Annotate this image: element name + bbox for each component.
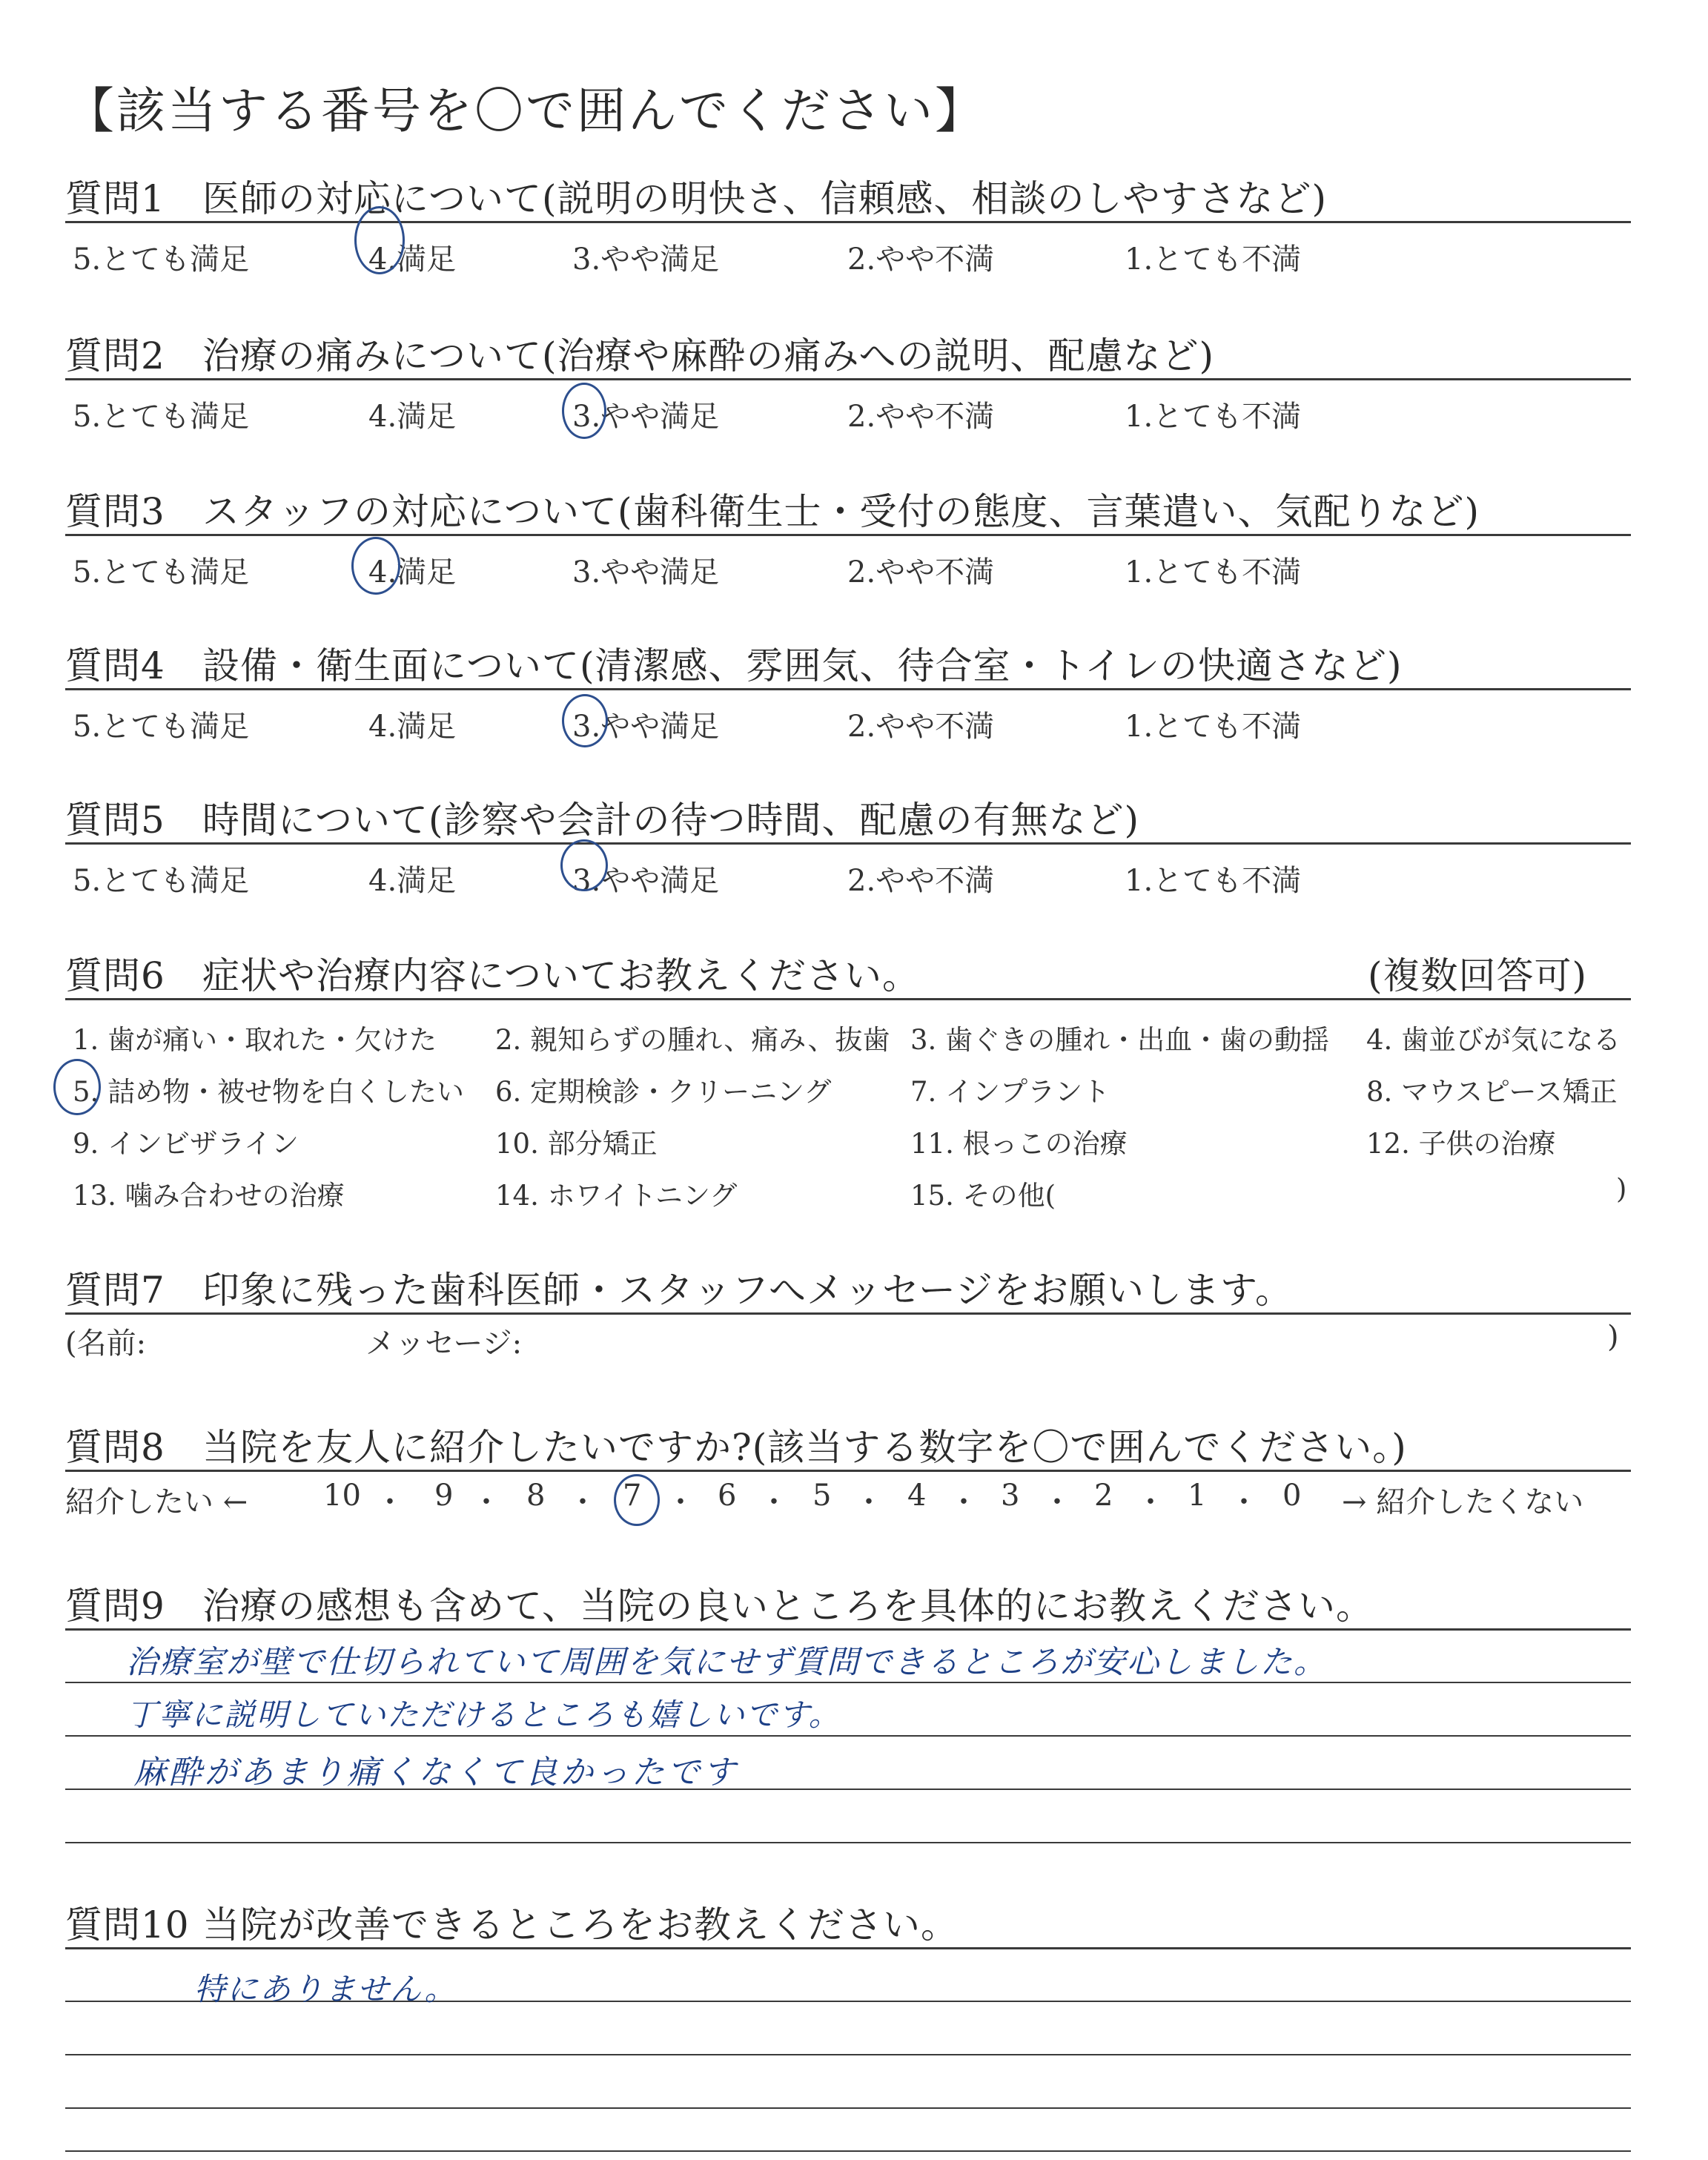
q3-option-1[interactable]: 1.とても不満	[1125, 555, 1302, 589]
q6-option-1[interactable]: 1. 歯が痛い・取れた・欠けた	[73, 1024, 437, 1056]
question-text: スタッフの対応について(歯科衛生士・受付の態度、言葉遣い、気配りなど)	[202, 490, 1480, 533]
question-10	[65, 1895, 959, 1949]
question-text: 治療の感想も含めて、当院の良いところを具体的にお教えください。	[202, 1585, 1374, 1628]
question-text: 当院が改善できるところをお教えください。	[202, 1903, 959, 1946]
answer-line	[65, 1735, 1631, 1737]
divider	[65, 534, 1631, 536]
q6-option-14[interactable]: 14. ホワイトニング	[495, 1180, 738, 1212]
name-label: (名前:	[65, 1327, 147, 1361]
q9-answer-line-2: 丁寧に説明していただけるところも嬉しいです。	[126, 1697, 841, 1733]
scale-dot: ・	[568, 1485, 598, 1519]
question-4	[65, 636, 1403, 690]
q3-option-5[interactable]: 5.とても満足	[73, 555, 250, 589]
question-9	[65, 1576, 1374, 1630]
question-number: 質問5	[65, 799, 165, 842]
q2-option-2[interactable]: 2.やや不満	[847, 400, 995, 434]
q6-option-13[interactable]: 13. 噛み合わせの治療	[73, 1180, 345, 1212]
q2-option-4[interactable]: 4.満足	[368, 400, 457, 434]
question-text: 時間について(診察や会計の待つ時間、配慮の有無など)	[202, 799, 1140, 842]
q5-option-3[interactable]: 3.やや満足	[572, 864, 720, 898]
q1-option-3[interactable]: 3.やや満足	[572, 242, 720, 277]
question-7	[65, 1261, 1293, 1314]
q3-option-4[interactable]: 4.満足	[368, 555, 457, 589]
answer-line	[65, 2107, 1631, 2109]
q1-option-5[interactable]: 5.とても満足	[73, 242, 250, 277]
q5-option-4[interactable]: 4.満足	[368, 864, 457, 898]
other-close-paren: )	[1616, 1173, 1627, 1205]
question-number: 質問6	[65, 954, 165, 997]
question-text: 医師の対応について(説明の明快さ、信頼感、相談のしやすさなど)	[202, 177, 1328, 220]
q2-option-1[interactable]: 1.とても不満	[1125, 400, 1302, 434]
scale-dot: ・	[375, 1485, 405, 1519]
question-number: 質問8	[65, 1426, 165, 1469]
q6-option-7[interactable]: 7. インプラント	[910, 1076, 1110, 1108]
divider	[65, 1312, 1631, 1315]
divider	[65, 842, 1631, 845]
q5-option-1[interactable]: 1.とても不満	[1125, 864, 1302, 898]
question-number: 質問2	[65, 334, 165, 377]
selection-circle-q1	[354, 206, 405, 274]
answer-line	[65, 2054, 1631, 2055]
q1-option-4[interactable]: 4.満足	[368, 242, 457, 277]
recommend-scale	[65, 1479, 1631, 1523]
q3-option-3[interactable]: 3.やや満足	[572, 555, 720, 589]
q4-options	[0, 703, 1708, 747]
question-number: 質問4	[65, 644, 165, 687]
selection-circle-q5	[560, 839, 608, 891]
question-8	[65, 1418, 1407, 1471]
scale-10[interactable]: 10	[323, 1479, 361, 1513]
message-label: メッセージ:	[365, 1327, 523, 1361]
scale-2[interactable]: 2	[1094, 1479, 1113, 1513]
q3-option-2[interactable]: 2.やや不満	[847, 555, 995, 589]
scale-dot: ・	[471, 1485, 501, 1519]
q5-option-2[interactable]: 2.やや不満	[847, 864, 995, 898]
divider	[65, 1470, 1631, 1472]
scale-4[interactable]: 4	[907, 1479, 927, 1513]
q4-option-4[interactable]: 4.満足	[368, 710, 457, 744]
close-paren: )	[1607, 1320, 1619, 1354]
question-3	[65, 482, 1480, 535]
q7-fields	[65, 1320, 1631, 1364]
q5-option-5[interactable]: 5.とても満足	[73, 864, 250, 898]
scale-6[interactable]: 6	[718, 1479, 737, 1513]
question-6	[65, 946, 920, 1000]
scale-dot: ・	[1229, 1485, 1259, 1519]
page-title: 【該当する番号を〇で囲んでください】	[65, 82, 986, 139]
divider	[65, 688, 1631, 690]
divider	[65, 1628, 1631, 1631]
q10-answer-line-1: 特にありません。	[194, 1971, 457, 2007]
selection-circle-q6	[53, 1059, 101, 1115]
q6-option-12[interactable]: 12. 子供の治療	[1366, 1128, 1556, 1160]
scale-7[interactable]: 7	[623, 1479, 642, 1513]
scale-5[interactable]: 5	[812, 1479, 832, 1513]
q1-option-1[interactable]: 1.とても不満	[1125, 242, 1302, 277]
scale-dot: ・	[1136, 1485, 1165, 1519]
q9-answer-line-1: 治療室が壁で仕切られていて周囲を気にせず質問できるところが安心しました。	[126, 1644, 1327, 1681]
question-5	[65, 790, 1139, 844]
q6-option-9[interactable]: 9. インビザライン	[73, 1128, 299, 1160]
multiple-answer-note: (複数回答可)	[1368, 954, 1588, 997]
q2-option-3[interactable]: 3.やや満足	[572, 400, 720, 434]
divider	[65, 221, 1631, 223]
scale-dot: ・	[666, 1485, 695, 1519]
selection-circle-q4	[562, 694, 608, 747]
q2-options	[0, 393, 1708, 437]
answer-line	[65, 2150, 1631, 2152]
scale-3[interactable]: 3	[1001, 1479, 1020, 1513]
question-number: 質問3	[65, 490, 165, 533]
question-text: 当院を友人に紹介したいですか?(該当する数字を〇で囲んでください。)	[202, 1426, 1407, 1469]
question-text: 印象に残った歯科医師・スタッフへメッセージをお願いします。	[202, 1269, 1293, 1312]
scale-dot: ・	[949, 1485, 979, 1519]
question-2	[65, 326, 1214, 380]
q4-option-1[interactable]: 1.とても不満	[1125, 710, 1302, 744]
question-text: 治療の痛みについて(治療や麻酔の痛みへの説明、配慮など)	[202, 334, 1215, 377]
q6-option-10[interactable]: 10. 部分矯正	[495, 1128, 658, 1160]
q6-option-3[interactable]: 3. 歯ぐきの腫れ・出血・歯の動揺	[910, 1024, 1330, 1056]
question-text: 設備・衛生面について(清潔感、雰囲気、待合室・トイレの快適さなど)	[202, 644, 1403, 687]
q4-option-3[interactable]: 3.やや満足	[572, 710, 720, 744]
question-number: 質問10	[65, 1903, 190, 1946]
scale-8[interactable]: 8	[526, 1479, 546, 1513]
scale-dot: ・	[1042, 1485, 1072, 1519]
q6-option-5[interactable]: 5. 詰め物・被せ物を白くしたい	[73, 1076, 465, 1108]
divider	[65, 1947, 1631, 1949]
question-number: 質問7	[65, 1269, 165, 1312]
q1-option-2[interactable]: 2.やや不満	[847, 242, 995, 277]
answer-line	[65, 1842, 1631, 1843]
q6-option-15[interactable]: 15. その他(	[910, 1180, 1056, 1212]
q4-option-2[interactable]: 2.やや不満	[847, 710, 995, 744]
scale-right-label: → 紹介したくない	[1342, 1485, 1584, 1519]
scale-9[interactable]: 9	[434, 1479, 454, 1513]
q1-options	[0, 236, 1708, 280]
q4-option-5[interactable]: 5.とても満足	[73, 710, 250, 744]
scale-dot: ・	[759, 1485, 789, 1519]
question-text: 症状や治療内容についてお教えください。	[202, 954, 920, 997]
q6-option-6[interactable]: 6. 定期検診・クリーニング	[495, 1076, 832, 1108]
question-number: 質問1	[65, 177, 165, 220]
scale-dot: ・	[854, 1485, 884, 1519]
question-1	[65, 169, 1327, 222]
selection-circle-q3	[351, 537, 400, 595]
q9-answer-line-3: 麻酔があまり痛くなくて良かったです	[133, 1754, 738, 1791]
selection-circle-q8	[614, 1474, 660, 1526]
q6-option-8[interactable]: 8. マウスピース矯正	[1366, 1076, 1618, 1108]
divider	[65, 998, 1631, 1000]
q5-options	[0, 857, 1708, 902]
scale-left-label: 紹介したい ←	[65, 1485, 248, 1519]
q2-option-5[interactable]: 5.とても満足	[73, 400, 250, 434]
scale-0[interactable]: 0	[1282, 1479, 1302, 1513]
q6-option-2[interactable]: 2. 親知らずの腫れ、痛み、抜歯	[495, 1024, 890, 1056]
q6-option-4[interactable]: 4. 歯並びが気になる	[1366, 1024, 1621, 1056]
divider	[65, 378, 1631, 380]
question-number: 質問9	[65, 1585, 165, 1628]
q3-options	[0, 549, 1708, 593]
scale-1[interactable]: 1	[1188, 1479, 1207, 1513]
q6-option-11[interactable]: 11. 根っこの治療	[910, 1128, 1128, 1160]
selection-circle-q2	[562, 383, 606, 439]
